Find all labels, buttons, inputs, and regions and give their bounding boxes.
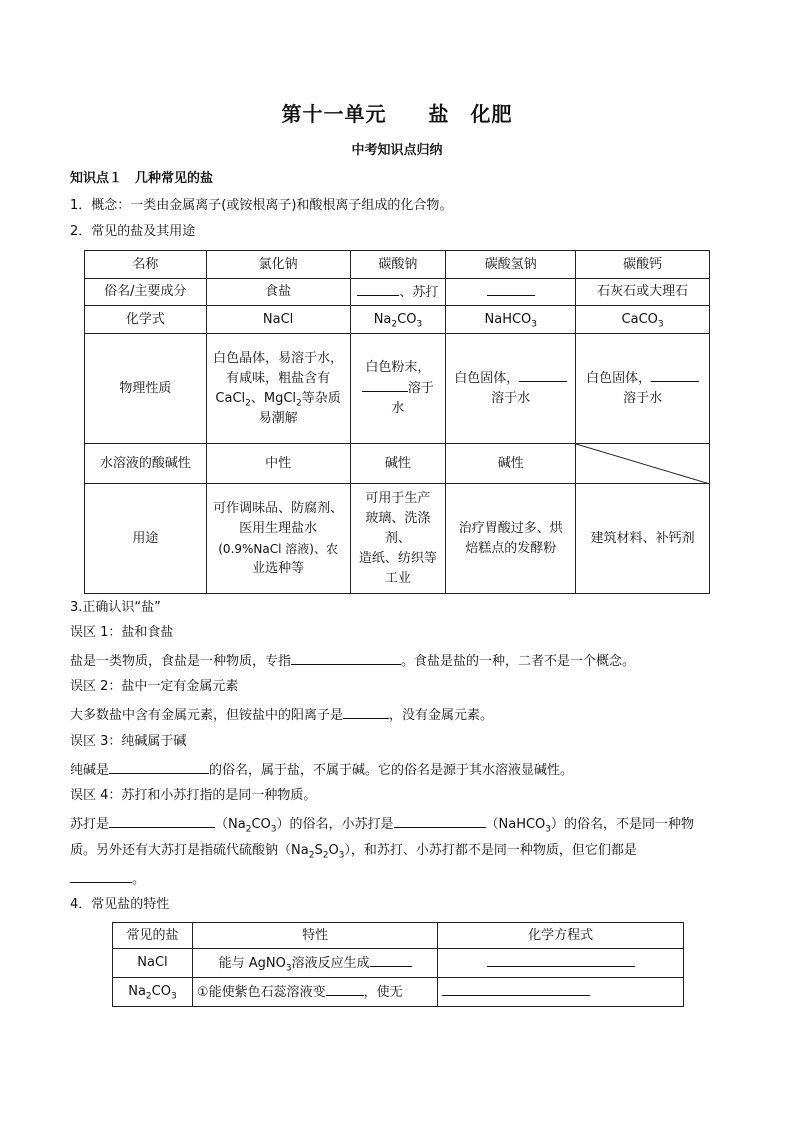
fill-blank[interactable] [343,705,389,719]
cell-line: 溶于水 [491,391,531,406]
table-row [85,334,710,444]
text-span: 盐是一类物质，食盐是一种物质，专指 [70,654,292,669]
fill-blank[interactable] [519,368,567,382]
text-span: ，使无 [363,984,403,1000]
table-cell [113,978,193,1007]
table-cell [350,334,446,444]
formula-sub: 2 [145,991,152,1002]
text-span: 能与 AgNO [218,955,286,971]
cell-line: 水 [391,401,405,416]
formula-part: CaCl [215,390,246,406]
text-span: ）的俗名，不是同一种物 [551,817,695,832]
table-cell [192,949,437,978]
table-row [85,444,710,484]
misconception-title: 误区 4：苏打和小苏打指的是同一种物质。 [70,788,317,803]
cell-line: 焙糕点的发酵粉 [465,540,557,556]
table-row [113,949,684,978]
table-cell [446,334,576,444]
text-span: 大多数盐中含有金属元素，但铵盐中的阳离子是 [70,708,344,723]
row-label: 物理性质 [85,334,207,444]
header-cell: 常见的盐 [113,923,193,949]
formula-part: NaHCO [484,311,532,327]
text-span: 苏打是 [70,817,110,832]
table-row [85,279,710,306]
cell-line [450,368,571,389]
fill-blank[interactable] [70,869,132,883]
table-row [85,484,710,594]
cell-line: 玻璃、洗涤剂、 [365,510,431,546]
table-cell [446,484,576,594]
table-cell [446,306,576,334]
fill-blank[interactable] [487,953,635,967]
cell-line: 工业 [384,570,411,586]
misconception-text [70,869,145,889]
text-span: 。 [132,872,146,887]
text-span: （NaHCO [485,817,546,832]
table-cell: 碱性 [350,444,446,484]
text-span: S [314,843,323,858]
header-cell: 碳酸钙 [576,251,710,279]
formula-part: CO [397,311,417,327]
formula-sub: 3 [416,319,423,330]
misconception-title: 误区 1：盐和食盐 [70,625,174,640]
formula-sub: 2 [245,824,252,835]
text-span: 。食盐是盐的一种，二者不是一个概念。 [401,654,636,669]
misconception-text [70,814,694,834]
misconception-text [70,705,493,725]
cell-line: 白色粉末， [365,360,431,375]
formula-part: 等杂质 [301,390,341,406]
formula-sub: 3 [285,963,292,974]
text-span: 质。另外还有大苏打是指硫代硫酸钠（Na [70,843,309,858]
table-cell [206,484,350,594]
fill-blank[interactable] [109,760,209,774]
formula-part: CaCO [621,311,658,327]
cell-line: 白色晶体，易溶于水， [213,350,344,366]
fill-blank[interactable] [370,953,412,967]
cell-text: 、苏打 [399,284,439,300]
table-cell [438,978,684,1007]
concept-line: 1．概念：一类由金属离子(或铵根离子)和酸根离子组成的化合物。 [70,198,453,213]
text-span: 溶液反应生成 [291,955,370,971]
table-cell [576,306,710,334]
fill-blank[interactable] [394,814,486,828]
table-cell [438,949,684,978]
formula-sub: 2 [296,398,302,409]
cell-line: 可用于生产 [365,490,431,506]
misconception-text [70,651,635,671]
table-cell [446,279,576,306]
table-cell [350,306,446,334]
salt-properties-heading: 4．常见盐的特性 [70,897,170,912]
formula-sub: 2 [391,319,398,330]
formula-sub: 3 [338,850,345,861]
text-span: ①能使紫色石蕊溶液变 [196,984,326,1000]
cell-text: 溶于 [407,381,434,396]
common-salts-heading: 2．常见的盐及其用途 [70,224,196,239]
formula-part: Na [373,311,392,327]
common-salts-table [84,250,710,594]
row-label: 水溶液的酸碱性 [85,444,207,484]
misconception-title: 误区 2：盐中一定有金属元素 [70,679,239,694]
fill-blank[interactable] [362,378,408,392]
fill-blank[interactable] [357,282,399,296]
formula-part: Na [128,984,146,999]
cell-line: 医用生理盐水 [239,520,318,536]
cell-line: 易潮解 [258,410,298,426]
cell-line: 治疗胃酸过多、烘 [458,520,563,536]
text-span: ）的俗名，小苏打是 [276,817,394,832]
text-span: 纯碱是 [70,763,110,778]
formula-sub: 3 [657,319,664,330]
formula-sub: 2 [308,850,315,861]
formula-sub: 3 [545,824,552,835]
table-cell: 中性 [206,444,350,484]
row-label: 俗名/主要成分 [85,279,207,306]
formula-sub: 3 [170,991,177,1002]
cell-line: 造纸、纺织等 [358,550,437,566]
misconception-text [70,842,637,860]
table-cell: NaCl [113,949,193,978]
header-cell: 碳酸氢钠 [446,251,576,279]
formula-sub: 2 [245,398,251,409]
cell-line: 可作调味品、防腐剂、 [213,500,344,516]
table-row [113,923,684,949]
header-cell: 名称 [85,251,207,279]
misconception-text [70,760,573,780]
salt-properties-table [112,922,684,1007]
cell-line: 有咸味，粗盐含有 [226,370,331,386]
fill-blank[interactable] [651,368,699,382]
cell-line [211,389,346,409]
table-row [85,306,710,334]
diagonal-empty-cell [576,444,710,484]
formula-sub: 3 [531,319,538,330]
table-cell [350,279,446,306]
page-title: 第十一单元 盐 化肥 [281,102,513,126]
text-span: 的俗名，属于盐，不属于碱。它的俗名是源于其水溶液显碱性。 [209,763,574,778]
table-cell: 食盐 [206,279,350,306]
row-label: 化学式 [85,306,207,334]
text-span: O [328,843,339,858]
table-cell: 建筑材料、补钙剂 [576,484,710,594]
fill-blank[interactable] [326,982,364,996]
cell-line: 溶于水 [623,391,663,406]
table-cell [192,978,437,1007]
fill-blank[interactable] [487,282,535,296]
formula-sub: 2 [322,850,329,861]
salt-heading: 3.正确认识“盐” [70,600,161,615]
fill-blank[interactable] [109,814,215,828]
text-span: ，没有金属元素。 [389,708,494,723]
text-span: ），和苏打、小苏打都不是同一种物质，但它们都是 [344,843,637,858]
cell-line [355,378,442,399]
cell-line: 业选种等 [252,560,305,576]
text-span: （Na [215,817,246,832]
diagonal-line [576,444,710,484]
fill-blank[interactable] [442,982,590,996]
header-cell: 碳酸钠 [350,251,446,279]
section-heading: 知识点１ 几种常见的盐 [70,171,214,186]
formula-part: 、MgCl [250,390,297,406]
table-row [113,978,684,1007]
misconception-title: 误区 3：纯碱属于碱 [70,734,187,749]
cell-line [580,368,705,389]
header-cell: 特性 [192,923,437,949]
row-label: 用途 [85,484,207,594]
table-cell [206,334,350,444]
table-row [85,251,710,279]
formula-part: CO [151,984,171,999]
table-cell: 碱性 [446,444,576,484]
formula-sub: 3 [270,824,277,835]
header-cell: 氯化钠 [206,251,350,279]
cell-line: (0.9%NaCl 溶液)、农 [218,541,338,556]
text-span: CO [251,817,271,832]
cell-text: 白色固体， [586,371,652,386]
header-cell: 化学方程式 [438,923,684,949]
table-cell: NaCl [206,306,350,334]
page-subtitle: 中考知识点归纳 [351,143,443,158]
fill-blank[interactable] [291,651,401,665]
cell-text: 白色固体， [454,371,520,386]
table-cell [350,484,446,594]
table-cell: 石灰石或大理石 [576,279,710,306]
table-cell [576,334,710,444]
